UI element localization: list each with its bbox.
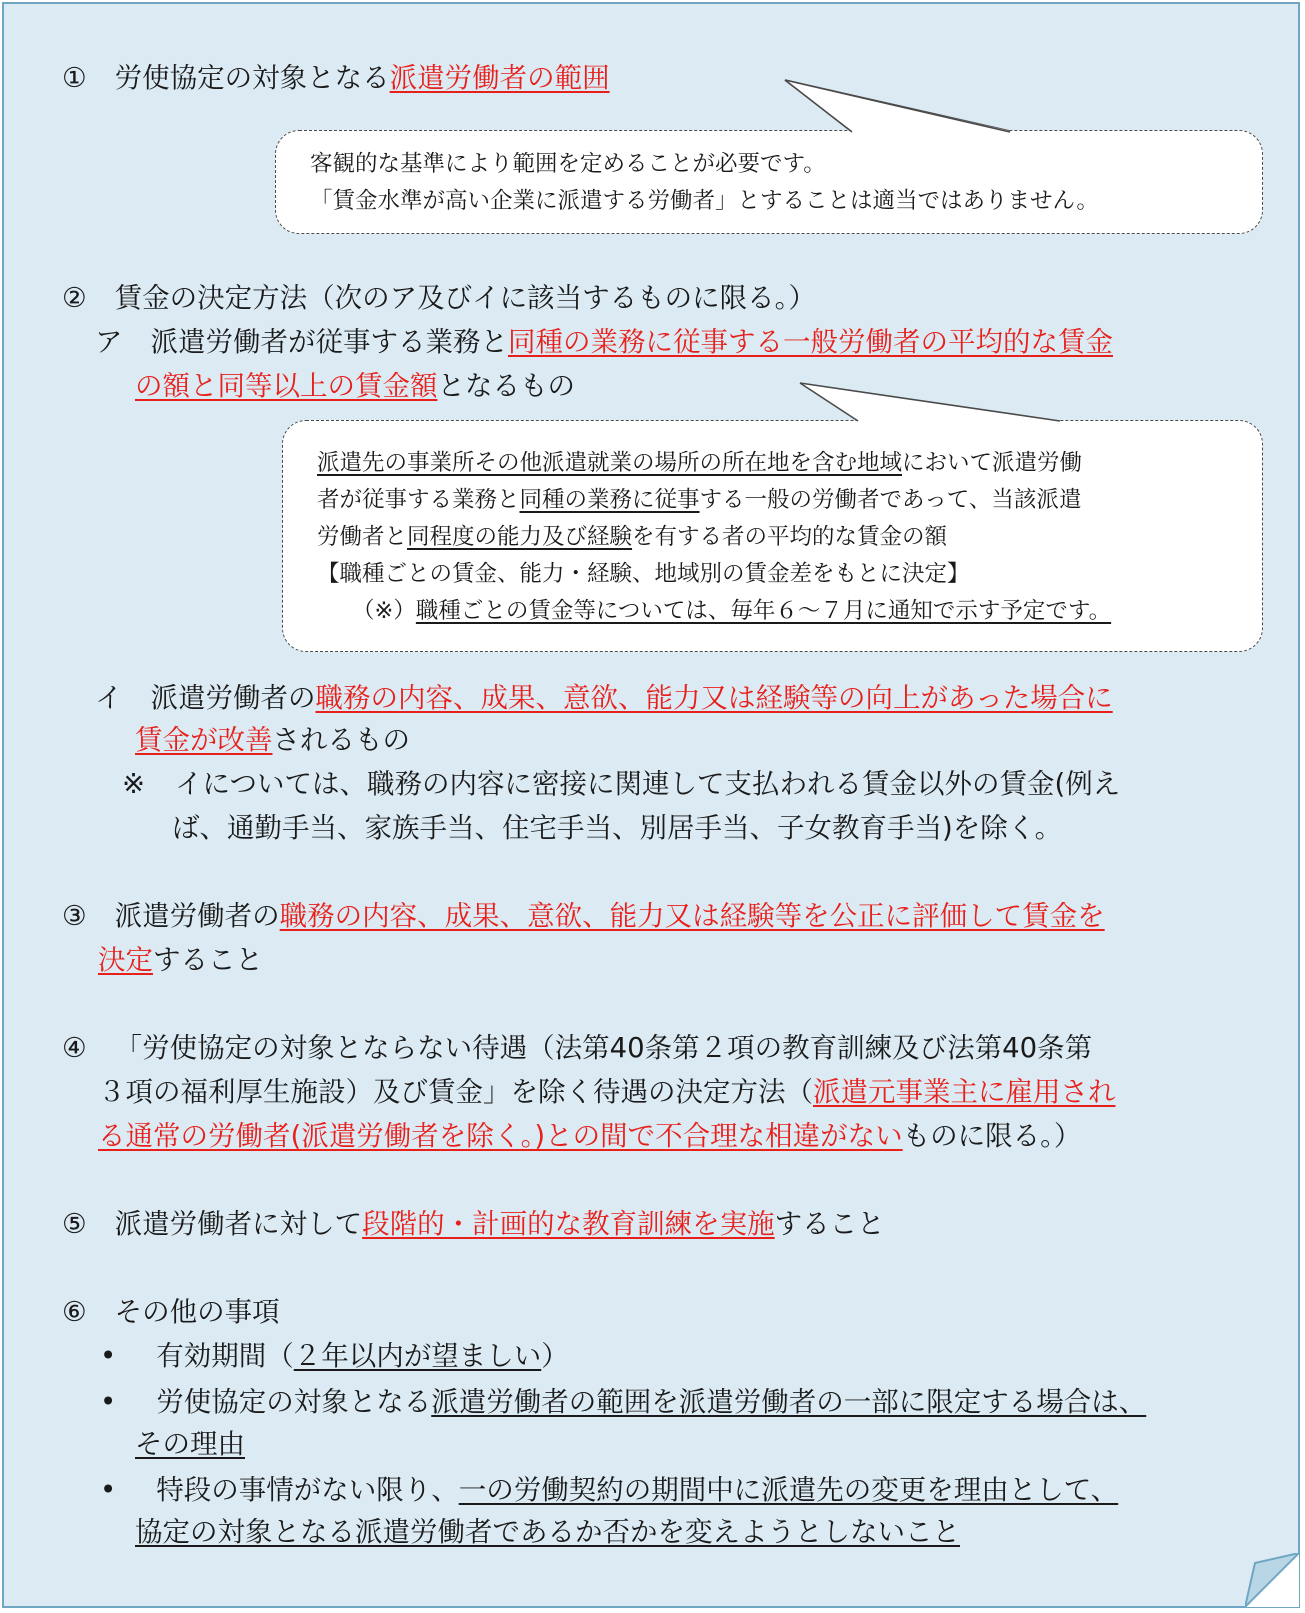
bubble-2-line-1 bbox=[317, 445, 1082, 482]
item6-text: その他の事項 bbox=[114, 1296, 280, 1328]
item4-highlight-1: 派遣元事業主に雇用され bbox=[813, 1076, 1116, 1108]
bullet-icon: • bbox=[100, 1340, 117, 1372]
bubble-2-text-3b: を有する者の平均的な賃金の額 bbox=[632, 524, 948, 550]
item2-i-post: されるもの bbox=[272, 724, 410, 756]
item2-note-mark: ※ bbox=[122, 768, 146, 800]
item3-line-1 bbox=[62, 894, 1105, 938]
item2-text: 賃金の決定方法（次のア及びイに該当するものに限る。） bbox=[114, 282, 816, 314]
item6-line bbox=[62, 1290, 280, 1334]
item3-post: すること bbox=[153, 944, 263, 976]
item6-bullet-3-underline-1: 一の労働契約の期間中に派遣先の変更を理由として、 bbox=[458, 1474, 1119, 1506]
item3-line-2 bbox=[98, 938, 263, 982]
item6-bullet-1-text: 有効期間（ bbox=[156, 1340, 294, 1372]
item2-a-highlight-2: の額と同等以上の賃金額 bbox=[135, 370, 438, 402]
item5-highlight: 段階的・計画的な教育訓練を実施 bbox=[362, 1208, 775, 1240]
item3-highlight-1: 職務の内容、成果、意欲、能力又は経験等を公正に評価して賃金を bbox=[279, 900, 1105, 932]
bubble-2-line-3 bbox=[317, 519, 947, 556]
item2-i-highlight-1: 職務の内容、成果、意欲、能力又は経験等の向上があった場合に bbox=[315, 682, 1113, 714]
item6-bullet-1-close: ） bbox=[541, 1340, 569, 1372]
item5-line bbox=[62, 1202, 885, 1246]
item4-line-2 bbox=[98, 1070, 1116, 1114]
item6-bullet-2-underline-1: 派遣労働者の範囲を派遣労働者の一部に限定する場合は、 bbox=[431, 1386, 1147, 1418]
bubble-2-text-2b: する一般の労働者であって、当該派遣 bbox=[699, 487, 1082, 513]
item3-text: 派遣労働者の bbox=[114, 900, 280, 932]
bubble-1-line-1: 客観的な基準により範囲を定めることが必要です。 bbox=[310, 151, 826, 177]
bubble-2-text-5a: （※） bbox=[352, 598, 416, 624]
item2-number: ② bbox=[62, 282, 87, 314]
item2-a-mark: ア bbox=[95, 326, 123, 358]
bullet-icon: • bbox=[100, 1474, 117, 1506]
item6-number: ⑥ bbox=[62, 1296, 87, 1328]
bubble-1-line-2: 「賃金水準が高い企業に派遣する労働者」とすることは適当ではありません。 bbox=[310, 188, 1099, 214]
item1-text: 労使協定の対象となる bbox=[114, 62, 390, 94]
item5-number: ⑤ bbox=[62, 1208, 87, 1240]
item4-line-3 bbox=[98, 1114, 1081, 1158]
bullet-icon: • bbox=[100, 1386, 117, 1418]
item2-note-text-1: イについては、職務の内容に密接に関連して支払われる賃金以外の賃金(例え bbox=[175, 768, 1121, 800]
item6-bullet-1-underline: ２年以内が望ましい bbox=[293, 1340, 542, 1372]
item2-i-line-2 bbox=[135, 718, 410, 762]
item4-text-2: ３項の福利厚生施設）及び賃金」を除く待遇の決定方法（ bbox=[98, 1076, 813, 1108]
item6-bullet-3 bbox=[100, 1468, 1118, 1512]
item6-bullet-3-underline-2: 協定の対象となる派遣労働者であるか否かを変えようとしないこと bbox=[135, 1516, 960, 1548]
bubble-2-tail bbox=[0, 0, 1305, 500]
item6-bullet-2-underline-2: その理由 bbox=[135, 1428, 245, 1460]
bubble-2-underline-1: 派遣先の事業所その他派遣就業の場所の所在地を含む地域 bbox=[317, 450, 903, 476]
item6-bullet-3-cont bbox=[135, 1510, 960, 1554]
item2-note-line-1 bbox=[122, 762, 1120, 806]
item2-a-post: となるもの bbox=[437, 370, 575, 402]
item1-number: ① bbox=[62, 62, 87, 94]
bubble-2-text-1: において派遣労働 bbox=[902, 450, 1083, 476]
bubble-2-underline-2: 同種の業務に従事 bbox=[519, 487, 700, 513]
bubble-2-text-2a: 者が従事する業務と bbox=[317, 487, 520, 513]
bubble-2-underline-3: 同程度の能力及び経験 bbox=[407, 524, 633, 550]
bubble-2-line-5 bbox=[352, 593, 1111, 630]
item2-i-line-1 bbox=[95, 676, 1113, 720]
item4-post: ものに限る。） bbox=[902, 1120, 1082, 1152]
item6-bullet-2-text: 労使協定の対象となる bbox=[156, 1386, 432, 1418]
item4-line-1 bbox=[62, 1026, 1092, 1070]
bubble-2-underline-5: 職種ごとの賃金等については、毎年６～７月に通知で示す予定です。 bbox=[415, 598, 1112, 624]
bubble-2-line-2 bbox=[317, 482, 1081, 519]
item5-text: 派遣労働者に対して bbox=[114, 1208, 363, 1240]
item1-highlight: 派遣労働者の範囲 bbox=[389, 62, 610, 94]
item2-note-line-2: ば、通勤手当、家族手当、住宅手当、別居手当、子女教育手当)を除く。 bbox=[172, 812, 1063, 844]
item2-i-highlight-2: 賃金が改善 bbox=[135, 724, 273, 756]
item6-bullet-2 bbox=[100, 1380, 1146, 1424]
folded-corner bbox=[1245, 1553, 1299, 1607]
item2-i-mark: イ bbox=[95, 682, 123, 714]
item6-bullet-3-text: 特段の事情がない限り、 bbox=[156, 1474, 459, 1506]
item4-number: ④ bbox=[62, 1032, 87, 1064]
item3-highlight-2: 決定 bbox=[98, 944, 153, 976]
item6-bullet-2-cont bbox=[135, 1422, 245, 1466]
item4-text-1: 「労使協定の対象とならない待遇（法第40条第２項の教育訓練及び法第40条第 bbox=[114, 1032, 1093, 1064]
item2-a-text: 派遣労働者が従事する業務と bbox=[150, 326, 508, 358]
item2-i-text: 派遣労働者の bbox=[150, 682, 316, 714]
item5-post: すること bbox=[774, 1208, 885, 1240]
item6-bullet-1 bbox=[100, 1334, 569, 1378]
item4-highlight-2: る通常の労働者(派遣労働者を除く。)との間で不合理な相違がない bbox=[98, 1120, 903, 1152]
bubble-2-text-3a: 労働者と bbox=[317, 524, 408, 550]
bubble-2-line-4: 【職種ごとの賃金、能力・経験、地域別の賃金差をもとに決定】 bbox=[317, 561, 970, 587]
item2-a-highlight-1: 同種の業務に従事する一般労働者の平均的な賃金 bbox=[508, 326, 1113, 358]
item3-number: ③ bbox=[62, 900, 87, 932]
